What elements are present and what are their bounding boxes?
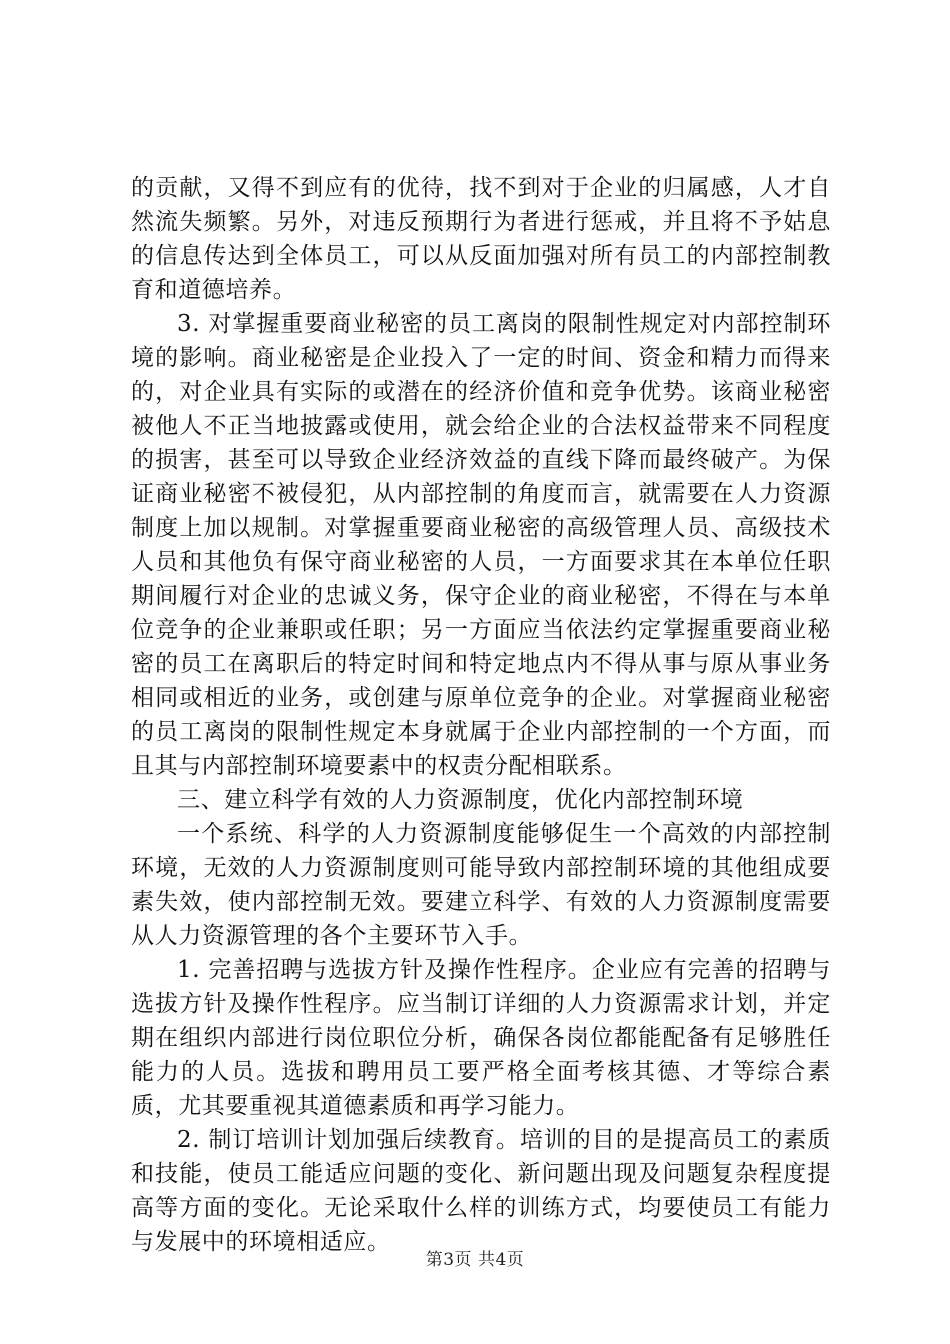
paragraph-hr-system: 一个系统、科学的人力资源制度能够促生一个高效的内部控制环境，无效的人力资源制度则可能导致内部控制环境的其他组成要素失效，使内部控制无效。要建立科学、有效的人力资源制度需要从人力资源管理的各个主要环节入手。 [131, 821, 831, 949]
paragraph-training: 2. 制订培训计划加强后续教育。培训的目的是提高员工的素质和技能，使员工能适应问题的变化、新问题出现及问题复杂程度提高等方面的变化。无论采取什么样的训练方式，均要使员工有能力与发展中的环境相适应。 [131, 1127, 831, 1255]
section-heading: 三、建立科学有效的人力资源制度，优化内部控制环境 [177, 787, 744, 813]
page-number-footer: 第3页 共4页 [425, 1250, 525, 1270]
paragraph-trade-secrets: 3. 对掌握重要商业秘密的员工离岗的限制性规定对内部控制环境的影响。商业秘密是企业投入了一定的时间、资金和精力而得来的，对企业具有实际的或潜在的经济价值和竞争优势。该商业秘密被他人不正当地披露或使用，就会给企业的合法权益带来不同程度的损害，甚至可以导致企业经济效益的直线下降而最终破产。为保证商业秘密不被侵犯，从内部控制的角度而言，就需要在人力资源制度上加以规制。对掌握重要商业秘密的高级管理人员、高级技术人员和其他负有保守商业秘密的人员，一方面要求其在本单位任职期间履行对企业的忠诚义务，保守企业的商业秘密，不得在与本单位竞争的企业兼职或任职；另一方面应当依法约定掌握重要商业秘密的员工在离职后的特定时间和特定地点内不得从事与原从事业务相同或相近的业务，或创建与原单位竞争的企业。对掌握商业秘密的员工离岗的限制性规定本身就属于企业内部控制的一个方面，而且其与内部控制环境要素中的权责分配相联系。 [131, 311, 831, 779]
paragraph-continuation: 的贡献，又得不到应有的优待，找不到对于企业的归属感，人才自然流失频繁。另外，对违反预期行为者进行惩戒，并且将不予姑息的信息传达到全体员工，可以从反面加强对所有员工的内部控制教育和道德培养。 [131, 175, 831, 303]
paragraph-recruitment: 1. 完善招聘与选拔方针及操作性程序。企业应有完善的招聘与选拔方针及操作性程序。应当制订详细的人力资源需求计划，并定期在组织内部进行岗位职位分析，确保各岗位都能配备有足够胜任能力的人员。选拔和聘用员工要严格全面考核其德、才等综合素质，尤其要重视其道德素质和再学习能力。 [131, 957, 831, 1119]
document-body [131, 171, 831, 1259]
